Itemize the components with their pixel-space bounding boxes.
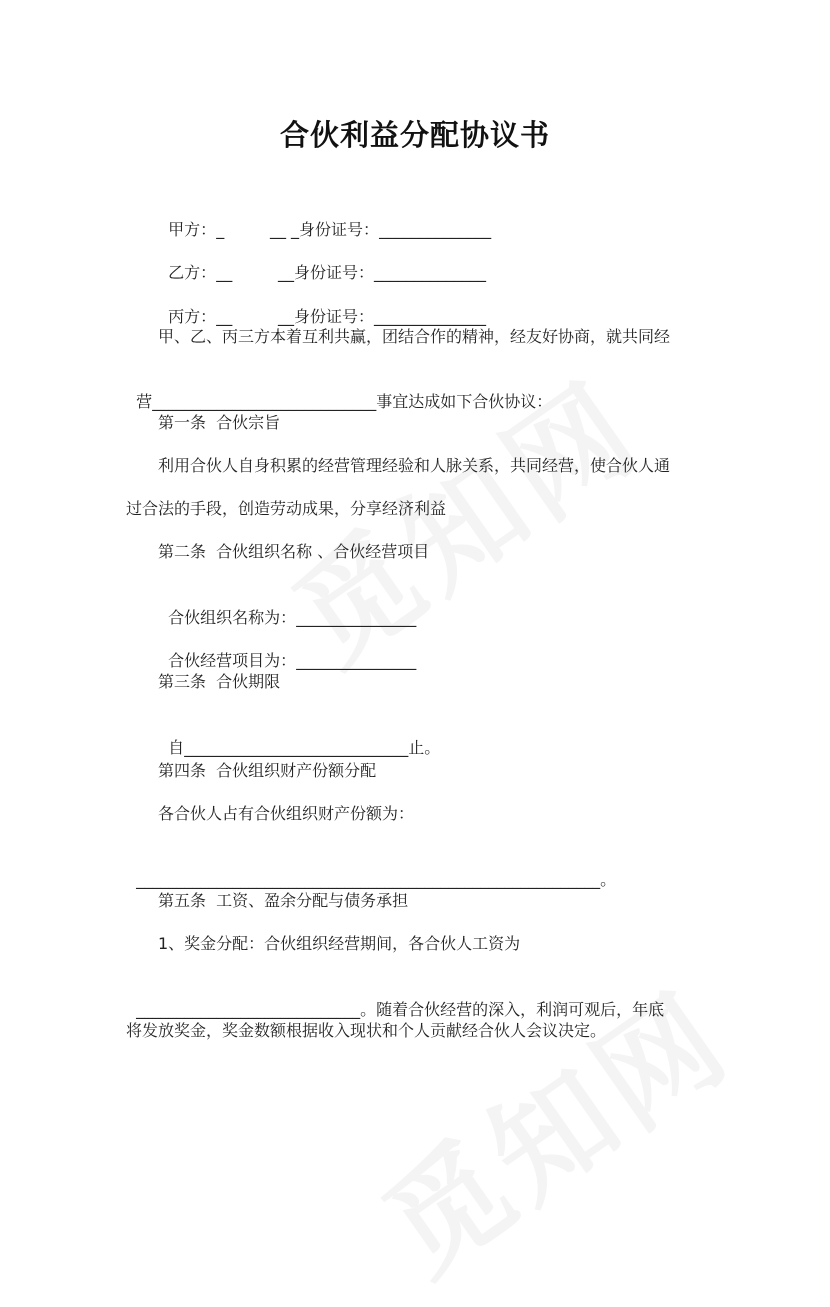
intro-line-1: 甲、乙、丙三方本着互利共赢，团结合作的精神，经友好协商，就共同经 — [158, 327, 671, 346]
share-suffix: 。 — [600, 870, 617, 889]
article-1-line-1: 利用合伙人自身积累的经营管理经验和人脉关系，共同经营，使合伙人通 — [158, 456, 671, 475]
business-blank[interactable]: ____________________________ — [152, 392, 377, 411]
org-name-label: 合伙组织名称为： — [168, 608, 297, 627]
bonus-line-3: 将发放奖金，奖金数额根据收入现状和个人贡献经合伙人会议决定。 — [126, 1021, 607, 1040]
project-blank[interactable]: _______________ — [296, 651, 417, 670]
party-id-label: 身份证号： — [299, 220, 380, 239]
party-yi-line — [158, 240, 486, 284]
party-label: 甲方： — [168, 220, 217, 239]
article-1-line-2: 过合法的手段，创造劳动成果，分享经济利益 — [126, 499, 447, 518]
bonus-line-2 — [126, 977, 664, 1021]
bonus-line-2-text: 。随着合伙经营的深入，利润可观后，年底 — [360, 1000, 665, 1019]
salary-blank[interactable]: ____________________________ — [136, 1000, 361, 1019]
article-2-heading: 第二条 合伙组织名称 、合伙经营项目 — [158, 542, 430, 561]
share-blank[interactable]: __________________________________________________________ — [136, 870, 601, 889]
party-jia-line — [158, 197, 491, 241]
article-4-line-1: 各合伙人占有合伙组织财产份额为： — [158, 804, 415, 823]
party-id-blank[interactable]: ______________ — [373, 263, 486, 282]
article-3-heading: 第三条 合伙期限 — [158, 672, 281, 691]
party-label: 丙方： — [168, 307, 217, 326]
party-id-blank[interactable]: ______________ — [373, 307, 486, 326]
party-name-blank[interactable]: _ __ _ — [216, 220, 300, 239]
intro-suffix: 事宜达成如下合伙协议： — [376, 392, 553, 411]
org-name-blank[interactable]: _______________ — [296, 608, 417, 627]
party-bing-line — [158, 284, 486, 328]
party-id-label: 身份证号： — [293, 263, 374, 282]
article-1-heading: 第一条 合伙宗旨 — [158, 413, 281, 432]
party-name-blank[interactable]: __ __ — [216, 263, 294, 282]
party-id-blank[interactable]: ______________ — [379, 220, 492, 239]
party-name-blank[interactable]: __ __ — [216, 307, 294, 326]
share-line — [126, 847, 616, 891]
project-label: 合伙经营项目为： — [168, 651, 297, 670]
document-title: 合伙利益分配协议书 — [279, 118, 550, 152]
term-blank[interactable]: ____________________________ — [184, 738, 409, 757]
term-prefix: 自 — [168, 738, 185, 757]
term-line — [158, 715, 440, 759]
bonus-line-1: 1、奖金分配：合伙组织经营期间，各合伙人工资为 — [158, 934, 521, 953]
project-line — [158, 628, 416, 672]
org-name-line — [158, 585, 416, 629]
article-4-heading: 第四条 合伙组织财产份额分配 — [158, 761, 377, 780]
article-5-heading: 第五条 工资、盈余分配与债务承担 — [158, 891, 409, 910]
term-suffix: 止。 — [408, 738, 441, 757]
party-label: 乙方： — [168, 263, 217, 282]
intro-line-2 — [126, 369, 552, 413]
intro-prefix: 营 — [136, 392, 153, 411]
party-id-label: 身份证号： — [293, 307, 374, 326]
